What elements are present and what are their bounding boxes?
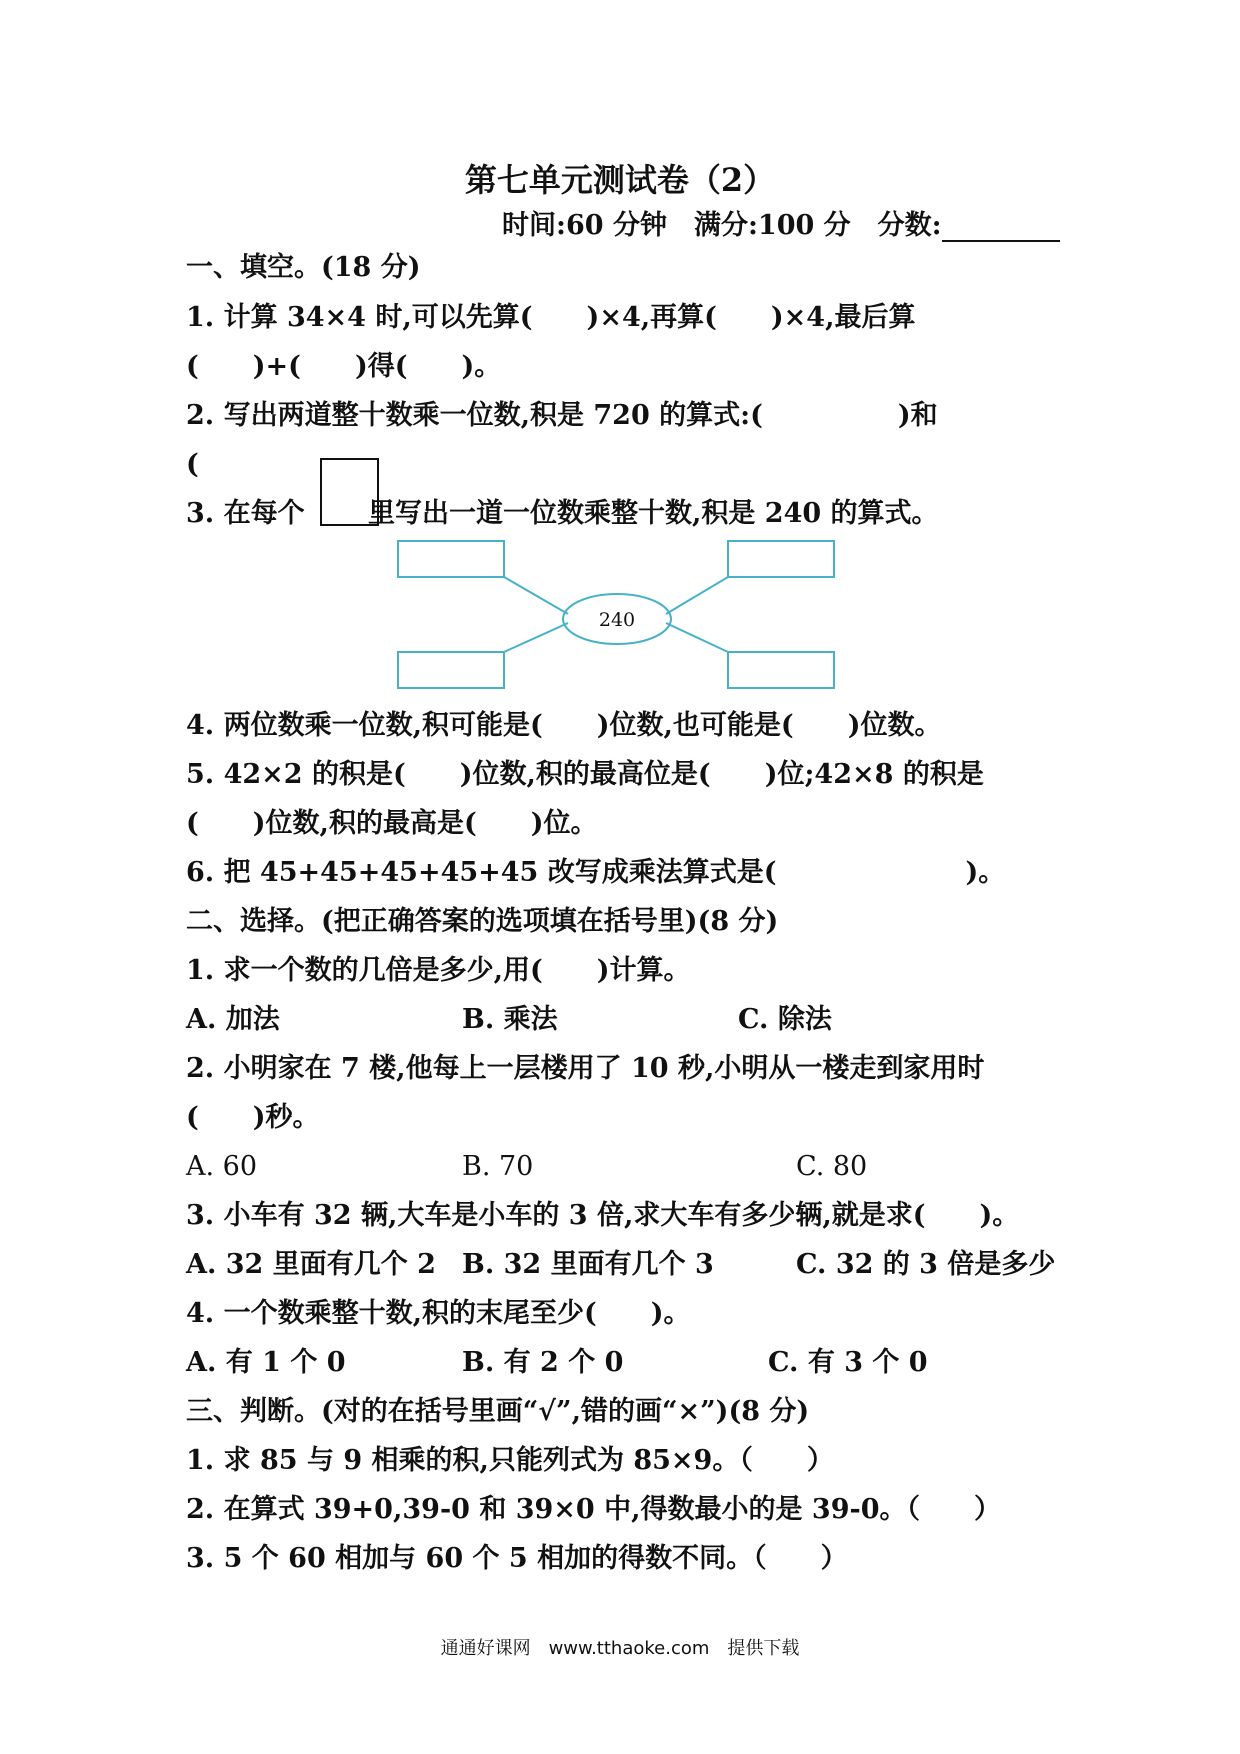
s2-q1-option-c[interactable]: C. 除法 (738, 1004, 832, 1035)
s2-q1: 1. 求一个数的几倍是多少,用( )计算。 (186, 955, 691, 986)
answer-diagram (396, 536, 846, 696)
s1-q5-line1: 5. 42×2 的积是( )位数,积的最高位是( )位;42×8 的积是 (186, 759, 984, 790)
s2-q2-option-a[interactable]: A. 60 (186, 1151, 258, 1182)
s2-q4: 4. 一个数乘整十数,积的末尾至少( )。 (186, 1298, 691, 1329)
connector-bottom-right (666, 623, 728, 652)
s2-q3: 3. 小车有 32 辆,大车是小车的 3 倍,求大车有多少辆,就是求( )。 (186, 1200, 1020, 1231)
s1-q2-line1: 2. 写出两道整十数乘一位数,积是 720 的算式:( )和 (186, 400, 938, 431)
inline-answer-box (320, 458, 379, 526)
center-value: 240 (598, 609, 636, 631)
s1-q4: 4. 两位数乘一位数,积可能是( )位数,也可能是( )位数。 (186, 710, 942, 741)
s1-q2-line2: ( (186, 449, 199, 480)
page-title: 第七单元测试卷（2） (464, 161, 776, 199)
exam-meta-text: 时间:60 分钟 满分:100 分 分数: (502, 210, 942, 241)
s1-q3-line: 3. 在每个 里写出一道一位数乘整十数,积是 240 的算式。 (186, 498, 939, 529)
s2-q3-option-a[interactable]: A. 32 里面有几个 2 (186, 1249, 436, 1280)
exam-meta (502, 203, 1060, 242)
s1-q5-line2: ( )位数,积的最高是( )位。 (186, 808, 598, 839)
s3-q3: 3. 5 个 60 相加与 60 个 5 相加的得数不同。（ ） (186, 1543, 848, 1574)
s2-q2-line1: 2. 小明家在 7 楼,他每上一层楼用了 10 秒,小明从一楼走到家用时 (186, 1053, 985, 1084)
s1-q6: 6. 把 45+45+45+45+45 改写成乘法算式是( )。 (186, 857, 1006, 888)
answer-box-top-right[interactable] (728, 541, 834, 577)
score-blank[interactable] (942, 214, 1060, 242)
s2-q3-option-c[interactable]: C. 32 的 3 倍是多少 (796, 1249, 1056, 1280)
answer-box-bottom-left[interactable] (398, 652, 504, 688)
s2-q4-option-b[interactable]: B. 有 2 个 0 (462, 1347, 624, 1378)
s2-q4-option-c[interactable]: C. 有 3 个 0 (768, 1347, 928, 1378)
s2-q2-line2: ( )秒。 (186, 1102, 320, 1133)
s1-q1-line1: 1. 计算 34×4 时,可以先算( )×4,再算( )×4,最后算 (186, 302, 916, 333)
s3-q2: 2. 在算式 39+0,39-0 和 39×0 中,得数最小的是 39-0。（ ） (186, 1494, 1001, 1525)
connector-top-left (504, 577, 568, 614)
s2-q3-option-b[interactable]: B. 32 里面有几个 3 (462, 1249, 714, 1280)
s3-q1: 1. 求 85 与 9 相乘的积,只能列式为 85×9。（ ） (186, 1445, 834, 1476)
answer-box-bottom-right[interactable] (728, 652, 834, 688)
connector-bottom-left (504, 623, 568, 652)
section2-heading: 二、选择。(把正确答案的选项填在括号里)(8 分) (186, 906, 779, 937)
s2-q4-option-a[interactable]: A. 有 1 个 0 (186, 1347, 346, 1378)
s2-q2-option-c[interactable]: C. 80 (796, 1151, 868, 1182)
answer-box-top-left[interactable] (398, 541, 504, 577)
section3-heading: 三、判断。(对的在括号里画“√”,错的画“×”)(8 分) (186, 1396, 810, 1427)
s1-q1-line2: ( )+( )得( )。 (186, 351, 502, 382)
connector-top-right (666, 577, 728, 614)
s2-q2-option-b[interactable]: B. 70 (462, 1151, 534, 1182)
footer-credit: 通通好课网 www.tthaoke.com 提供下载 (440, 1638, 800, 1659)
s2-q1-option-b[interactable]: B. 乘法 (462, 1004, 558, 1035)
section1-heading: 一、填空。(18 分) (186, 252, 421, 283)
s2-q1-option-a[interactable]: A. 加法 (186, 1004, 280, 1035)
